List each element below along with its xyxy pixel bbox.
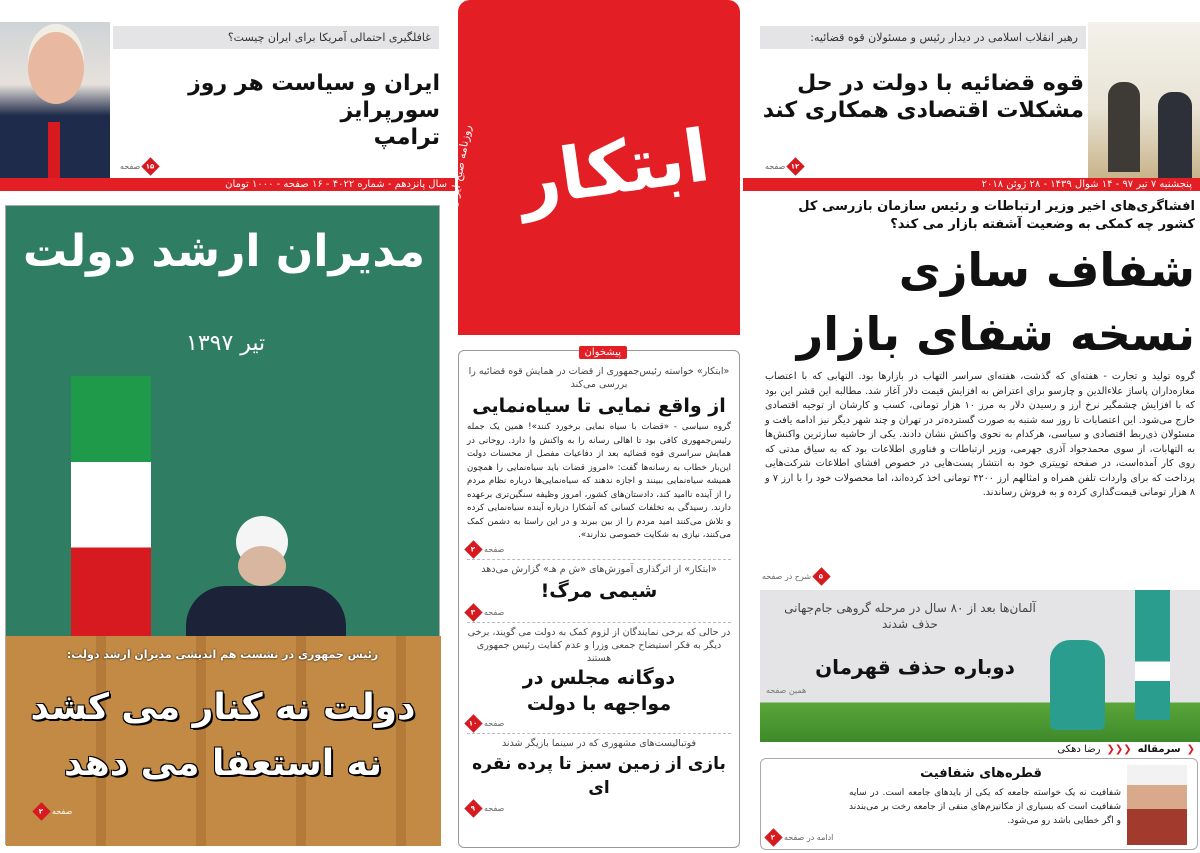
editorial-section: سرمقاله — [1137, 744, 1181, 755]
main-kicker: افشاگری‌های اخیر وزیر ارتباطات و رئیس سازمان بازرسی کل کشور چه کمکی به وضعیت آشفته بازار می کند؟ — [798, 199, 1195, 232]
pishkhan-label: پیشخوان — [579, 346, 627, 359]
masthead[interactable] — [446, 0, 740, 335]
masthead-logo: ابتکار — [513, 112, 715, 223]
main-headline[interactable] — [765, 238, 1195, 366]
page-label: صفحه — [484, 607, 505, 617]
top-right-headline[interactable] — [762, 70, 1084, 124]
page-ref[interactable] — [120, 160, 157, 173]
leader-photo — [1088, 22, 1200, 178]
item-kicker: «ابتکار» از اثرگذاری آموزش‌های «ش م هـ» گزارش می‌دهد — [481, 563, 717, 575]
editorial-box[interactable] — [760, 758, 1198, 850]
item-body: گروه سیاسی - «قضات با سیاه نمایی برخورد کنند»! همین یک جمله رئیس‌جمهوری کافی بود تا اهالی رسانه را به واکنش وا دارد. روحانی در همایش سراسری قوه قضائیه بعد از دفاعیات مفصل از محسنات دولت این‌بار خطاب به رسانه‌ها گفت: «امروز قضات باید سیاه‌نمایی را همچون همیشه سیاه‌نمایی ببینند و اجازه ندهند که سیاه‌نمایی‌ها درباره نظام مردم را از آینده ناامید کند، دادستان‌های کشور، امروز وظیفه سنگین‌تری برعهده دارند. رسیدگی به تخلفات کسانی که آشکارا درباره آینده سیاه‌نمایی کرده و تلاش می‌کنند امید مردم را از بین ببرند و در این راستا به دشمن کمک می‌کنند، نیازی به شکایت خصوصی ندارند». — [467, 422, 731, 540]
pishkhan-item[interactable] — [467, 626, 731, 730]
sports-box[interactable] — [760, 590, 1200, 742]
page-badge: ۳ — [464, 603, 482, 621]
headline-line: قوه قضائیه با دولت در حل — [797, 71, 1084, 96]
page-badge: ۹ — [464, 799, 482, 817]
edition-info-bar — [0, 178, 455, 191]
editorial-header — [1057, 744, 1195, 755]
headline-line: نسخه شفای بازار — [796, 307, 1195, 361]
pishkhan-item[interactable] — [467, 359, 731, 556]
headline-line: ایران و سیاست هر روز سورپرایز — [188, 71, 440, 123]
photo-backdrop-date: تیر ۱۳۹۷ — [186, 331, 266, 356]
photo-headline[interactable] — [8, 680, 438, 792]
page-badge: ۲ — [32, 802, 50, 820]
page-badge: ۱۰ — [464, 714, 482, 732]
sports-kicker: آلمان‌ها بعد از ۸۰ سال در مرحله گروهی جام‌جهانی حذف شدند — [784, 601, 1036, 631]
main-body: گروه تولید و تجارت - هفته‌ای که گذشت، هفته‌ای سراسر التهاب در بازارها بود. التهابی که با اعتصاب مغازه‌داران پاساژ علاءالدین و چارسو برای اعتراض به افزایش قیمت دلار آغاز شد. مطالبه این قشر این بود که با افزایش چشمگیر نرخ ارز و رسیدن دلار به مرز ۱۰ هزار تومانی، کسب و کارشان از توجیه اقتصادی خارج می‌شود. این اعتصابات تا روز سه شنبه به صورت گسترده‌تر در تهران و چند شهر دیگر نیز ادامه یافت و مسئولان ذی‌ربط اقتصادی و سیاسی، هرکدام به نحوی واکنش نشان دادند. یکی از حاشیه سازترین واکنش‌ها به التهابات، از سوی محمدجواد آذری جهرمی، وزیر ارتباطات و فناوری اطلاعات بود که به سیاق مدتی که روی کار آمده‌است، در صفحه توییتری خود به انتشار پست‌هایی در خصوص افشای اطلاعات شرکت‌هایی پرداخت که برای واردات تلفن همراه و امثالهم ارز ۴۲۰۰ تومانی اخذ کرده‌اند، اما محصولات خود را با ارز ۷ و ۸ هزار تومانی قیمت‌گذاری کرده و به فروش رساندند. — [765, 371, 1195, 498]
page-label: صفحه — [484, 803, 505, 813]
editorial-headline: قطره‌های شفافیت — [920, 766, 1042, 781]
item-kicker: در حالی که برخی نمایندگان از لزوم کمک به دولت می گویند، برخی دیگر به فکر استیضاح جمعی وزرا و عدم کفایت رئیس جمهوری هستند — [467, 626, 731, 664]
headline-line: شفاف سازی — [898, 243, 1195, 297]
top-right-kicker: رهبر انقلاب اسلامی در دیدار رئیس و مسئولان قوه قضائیه: — [760, 26, 1086, 49]
headline-line: دولت نه کنار می کشد — [30, 687, 416, 728]
page-badge: ۱۲ — [787, 157, 805, 175]
iran-flag — [71, 376, 151, 636]
page-label: صفحه — [484, 718, 505, 728]
page-label: صفحه — [765, 162, 786, 171]
player-1 — [1050, 640, 1105, 730]
page-ref[interactable] — [467, 606, 731, 619]
page-ref[interactable] — [767, 831, 833, 844]
author-photo — [1127, 765, 1187, 845]
headline-line: نه استعفا می دهد — [63, 743, 383, 784]
pishkhan-item[interactable] — [467, 737, 731, 815]
page-ref[interactable] — [467, 802, 731, 815]
photo-kicker: رئیس جمهوری در نشست هم اندیشی مدیران ارشد دولت: — [66, 648, 379, 661]
chevron-icon: ❮ — [1186, 744, 1195, 755]
issue-date: پنجشنبه ۷ تیر ۹۷ - ۱۴ شوال ۱۴۳۹ - ۲۸ ژوئن ۲۰۱۸ — [981, 179, 1192, 190]
page-note: همین صفحه — [766, 686, 807, 695]
top-left-headline[interactable] — [116, 70, 440, 151]
page-label: صفحه — [484, 544, 505, 554]
headline-line: مشکلات اقتصادی همکاری کند — [762, 98, 1084, 123]
continue-label: شرح در صفحه — [762, 572, 812, 581]
item-kicker: فوتبالیست‌های مشهوری که در سینما بازیگر شدند — [501, 737, 697, 749]
editorial-author: رضا دهکی — [1057, 744, 1101, 755]
masthead-tagline: روزنامه صبح ایران — [446, 123, 474, 210]
photo-backdrop-text: مدیران ارشد دولت — [23, 226, 425, 277]
page-label: صفحه — [120, 162, 141, 171]
top-left-kicker: غافلگیری احتمالی آمریکا برای ایران چیست؟ — [113, 26, 439, 49]
page-ref[interactable] — [765, 160, 802, 173]
headline-line: ترامپ — [373, 125, 440, 150]
edition-info: سال پانزدهم - شماره ۴۰۲۲ - ۱۶ صفحه - ۱۰۰۰ تومان — [225, 179, 447, 190]
item-headline: از واقع نمایی تا سیاه‌نمایی — [472, 395, 726, 417]
item-headline: بازی از زمین سبز تا پرده نقره ای — [472, 753, 726, 798]
speaker — [176, 506, 356, 646]
sports-headline: دوباره حذف قهرمان — [815, 655, 1015, 679]
date-bar — [743, 178, 1200, 191]
pishkhan-box — [458, 347, 740, 848]
page-ref[interactable] — [467, 717, 731, 730]
page-badge: ۱۵ — [142, 157, 160, 175]
page-ref[interactable] — [467, 543, 731, 556]
page-badge: ۲ — [464, 540, 482, 558]
trump-photo — [0, 22, 110, 178]
page-ref[interactable] — [762, 570, 828, 583]
continue-label: ادامه در صفحه — [784, 833, 834, 842]
item-kicker: «ابتکار» خواسته رئیس‌جمهوری از قضات در همایش قوه قضائیه را بررسی می‌کند — [468, 366, 730, 390]
page-label: صفحه — [52, 807, 73, 816]
player-2 — [1135, 590, 1170, 720]
item-headline: شیمی مرگ! — [540, 579, 658, 602]
editorial-body: شفافیت نه یک خواسته جامعه که یکی از بایدهای جامعه است. در سایه شفافیت است که بسیاری از مکانیزم‌های منفی از جامعه رخت بر می‌بندند و اگر خطایی باشد رو می‌شود. — [849, 788, 1121, 826]
page-ref[interactable] — [35, 805, 72, 818]
page-badge: ۵ — [812, 567, 830, 585]
item-headline: دوگانه مجلس در مواجهه با دولت — [522, 666, 676, 715]
page-badge: ۲ — [764, 828, 782, 846]
pishkhan-item[interactable] — [467, 563, 731, 619]
chevron-icon: ❮❮❮ — [1106, 744, 1132, 755]
